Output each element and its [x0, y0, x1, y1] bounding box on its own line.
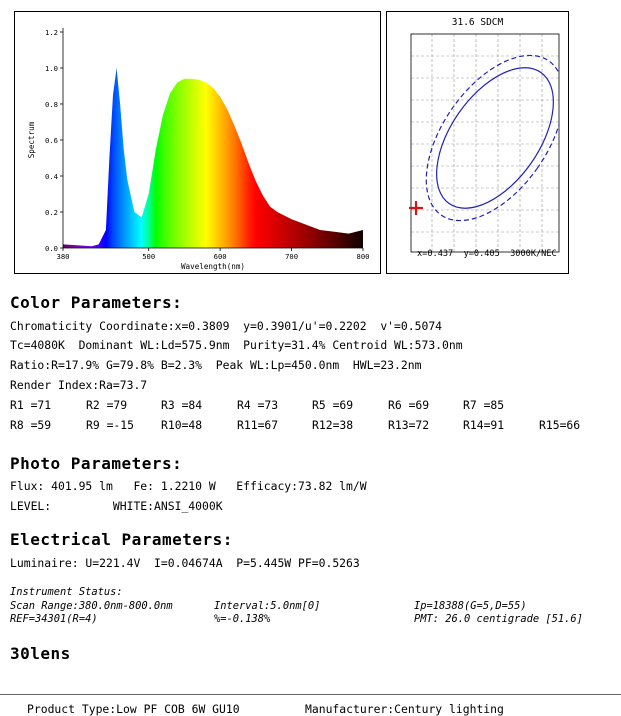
spectrum-area	[63, 68, 363, 248]
footer-divider	[0, 694, 621, 695]
electrical-params-heading: Electrical Parameters:	[10, 530, 233, 549]
chromaticity-line: Chromaticity Coordinate:x=0.3809 y=0.3901/u'=0.2202 v'=0.5074	[10, 319, 443, 333]
scan-range: Scan Range:380.0nm-800.0nm	[10, 600, 173, 612]
r-value: R7 =85	[463, 398, 505, 412]
sdcm-panel	[386, 11, 569, 274]
y-tick-label: 0.6	[45, 136, 58, 145]
manufacturer: Manufacturer:Century lighting	[305, 702, 504, 716]
sdcm-title: 31.6 SDCM	[451, 17, 504, 28]
product-type: Product Type:Low PF COB 6W GU10	[27, 702, 240, 716]
r-value: R15=66	[539, 418, 581, 432]
spectrum-chart	[15, 12, 380, 273]
y-tick-label: 0.4	[45, 172, 58, 181]
y-tick-label: 0.2	[45, 208, 58, 217]
tc-line: Tc=4080K Dominant WL:Ld=575.9nm Purity=31.4% Centroid WL:573.0nm	[10, 338, 463, 352]
level-line: LEVEL: WHITE:ANSI_4000K	[10, 499, 223, 513]
x-tick-label: 380	[56, 252, 70, 261]
r-value: R8 =59	[10, 418, 52, 432]
render-index-line: Render Index:Ra=73.7	[10, 378, 148, 392]
y-tick-label: 0.8	[45, 100, 58, 109]
ip-value: Ip=18388(G=5,D=55)	[414, 600, 527, 612]
sdcm-ellipse-chart	[387, 12, 568, 273]
r-value: R12=38	[312, 418, 354, 432]
spectrum-panel	[14, 11, 381, 274]
y-tick-label: 1.0	[45, 64, 58, 73]
x-tick-label: 800	[356, 252, 370, 261]
interval: Interval:5.0nm[0]	[214, 600, 321, 612]
instrument-status-title: Instrument Status:	[10, 586, 123, 598]
x-tick-label: 500	[142, 252, 156, 261]
y-tick-label: 0.0	[45, 244, 58, 253]
r-value: R3 =84	[161, 398, 203, 412]
sdcm-outer-ellipse	[398, 31, 568, 245]
pmt-value: PMT: 26.0 centigrade [51.6]	[414, 613, 583, 625]
r-value: R5 =69	[312, 398, 354, 412]
x-tick-label: 700	[285, 252, 299, 261]
luminaire-line: Luminaire: U=221.4V I=0.04674A P=5.445W PF=0.5263	[10, 556, 360, 570]
r-value: R14=91	[463, 418, 505, 432]
r-value: R4 =73	[237, 398, 279, 412]
lens-label: 30lens	[10, 644, 71, 663]
flux-line: Flux: 401.95 lm Fe: 1.2210 W Efficacy:73.82 lm/W	[10, 479, 367, 493]
r-value: R6 =69	[388, 398, 430, 412]
r-value: R11=67	[237, 418, 279, 432]
percent-value: %=-0.138%	[214, 613, 271, 625]
photo-params-heading: Photo Parameters:	[10, 454, 183, 473]
ratio-line: Ratio:R=17.9% G=79.8% B=2.3% Peak WL:Lp=450.0nm HWL=23.2nm	[10, 358, 422, 372]
r-value: R9 =-15	[86, 418, 135, 432]
color-params-heading: Color Parameters:	[10, 293, 183, 312]
r-value: R2 =79	[86, 398, 128, 412]
r-value: R10=48	[161, 418, 203, 432]
ref-value: REF=34301(R=4)	[10, 613, 98, 625]
r-value: R1 =71	[10, 398, 52, 412]
sdcm-inner-ellipse	[413, 47, 568, 229]
x-tick-label: 600	[213, 252, 227, 261]
x-axis-label: Wavelength(nm)	[180, 262, 246, 271]
y-axis-label: Spectrum	[27, 121, 36, 159]
r-value: R13=72	[388, 418, 430, 432]
y-tick-label: 1.2	[45, 28, 58, 37]
sdcm-readout: x=0.437 y=0.405 3000K/NEC	[417, 249, 557, 259]
